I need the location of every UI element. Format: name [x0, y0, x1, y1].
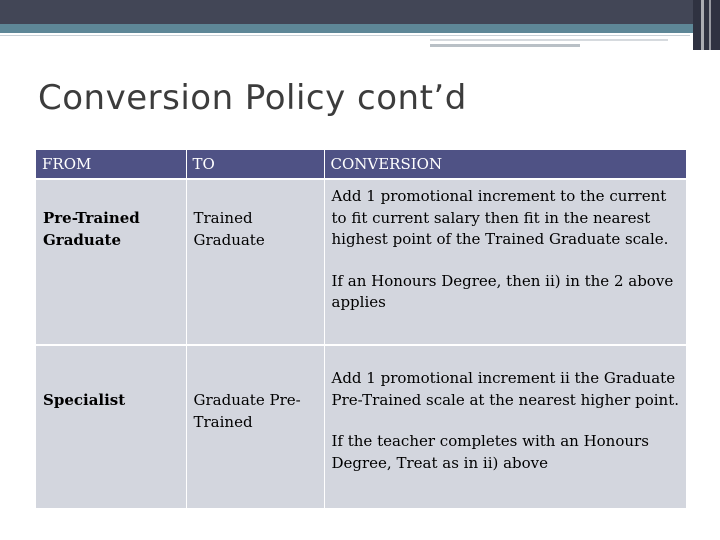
table-header-row	[36, 150, 686, 179]
conversion-policy-table	[36, 150, 686, 508]
slide-title: Conversion Policy cont’d	[38, 78, 467, 118]
from-text: Specialist	[43, 391, 126, 409]
to-cell	[186, 179, 324, 345]
from-cell	[36, 179, 186, 345]
table-row	[36, 179, 686, 345]
top-right-decor-block	[693, 0, 720, 50]
conversion-paragraph: Add 1 promotional increment to the current to fit current salary then fit in the nearest highest point of the Trained Graduate scale.	[331, 187, 669, 248]
decor-line	[0, 35, 690, 36]
from-cell	[36, 345, 186, 508]
conversion-cell	[324, 179, 686, 345]
from-text: Pre-Trained Graduate	[43, 209, 140, 249]
decor-line	[430, 44, 580, 47]
header-conversion: CONVERSION	[324, 150, 686, 179]
to-cell	[186, 345, 324, 508]
top-right-decor-stripe	[709, 0, 711, 50]
to-text: Graduate Pre-Trained	[193, 391, 301, 431]
conversion-cell	[324, 345, 686, 508]
table-row	[36, 345, 686, 508]
conversion-paragraph: If an Honours Degree, then ii) in the 2 above applies	[331, 271, 674, 311]
to-text: Trained Graduate	[193, 209, 265, 249]
header-from: FROM	[36, 150, 186, 179]
conversion-paragraph: Add 1 promotional increment ii the Graduate Pre-Trained scale at the nearest higher point.	[331, 369, 679, 409]
conversion-paragraph: If the teacher completes with an Honours Degree, Treat as in ii) above	[331, 432, 649, 472]
header-to: TO	[186, 150, 324, 179]
top-accent-band	[0, 24, 720, 33]
top-dark-band	[0, 0, 720, 24]
top-right-decor-stripe	[701, 0, 704, 50]
decor-line	[430, 39, 668, 41]
